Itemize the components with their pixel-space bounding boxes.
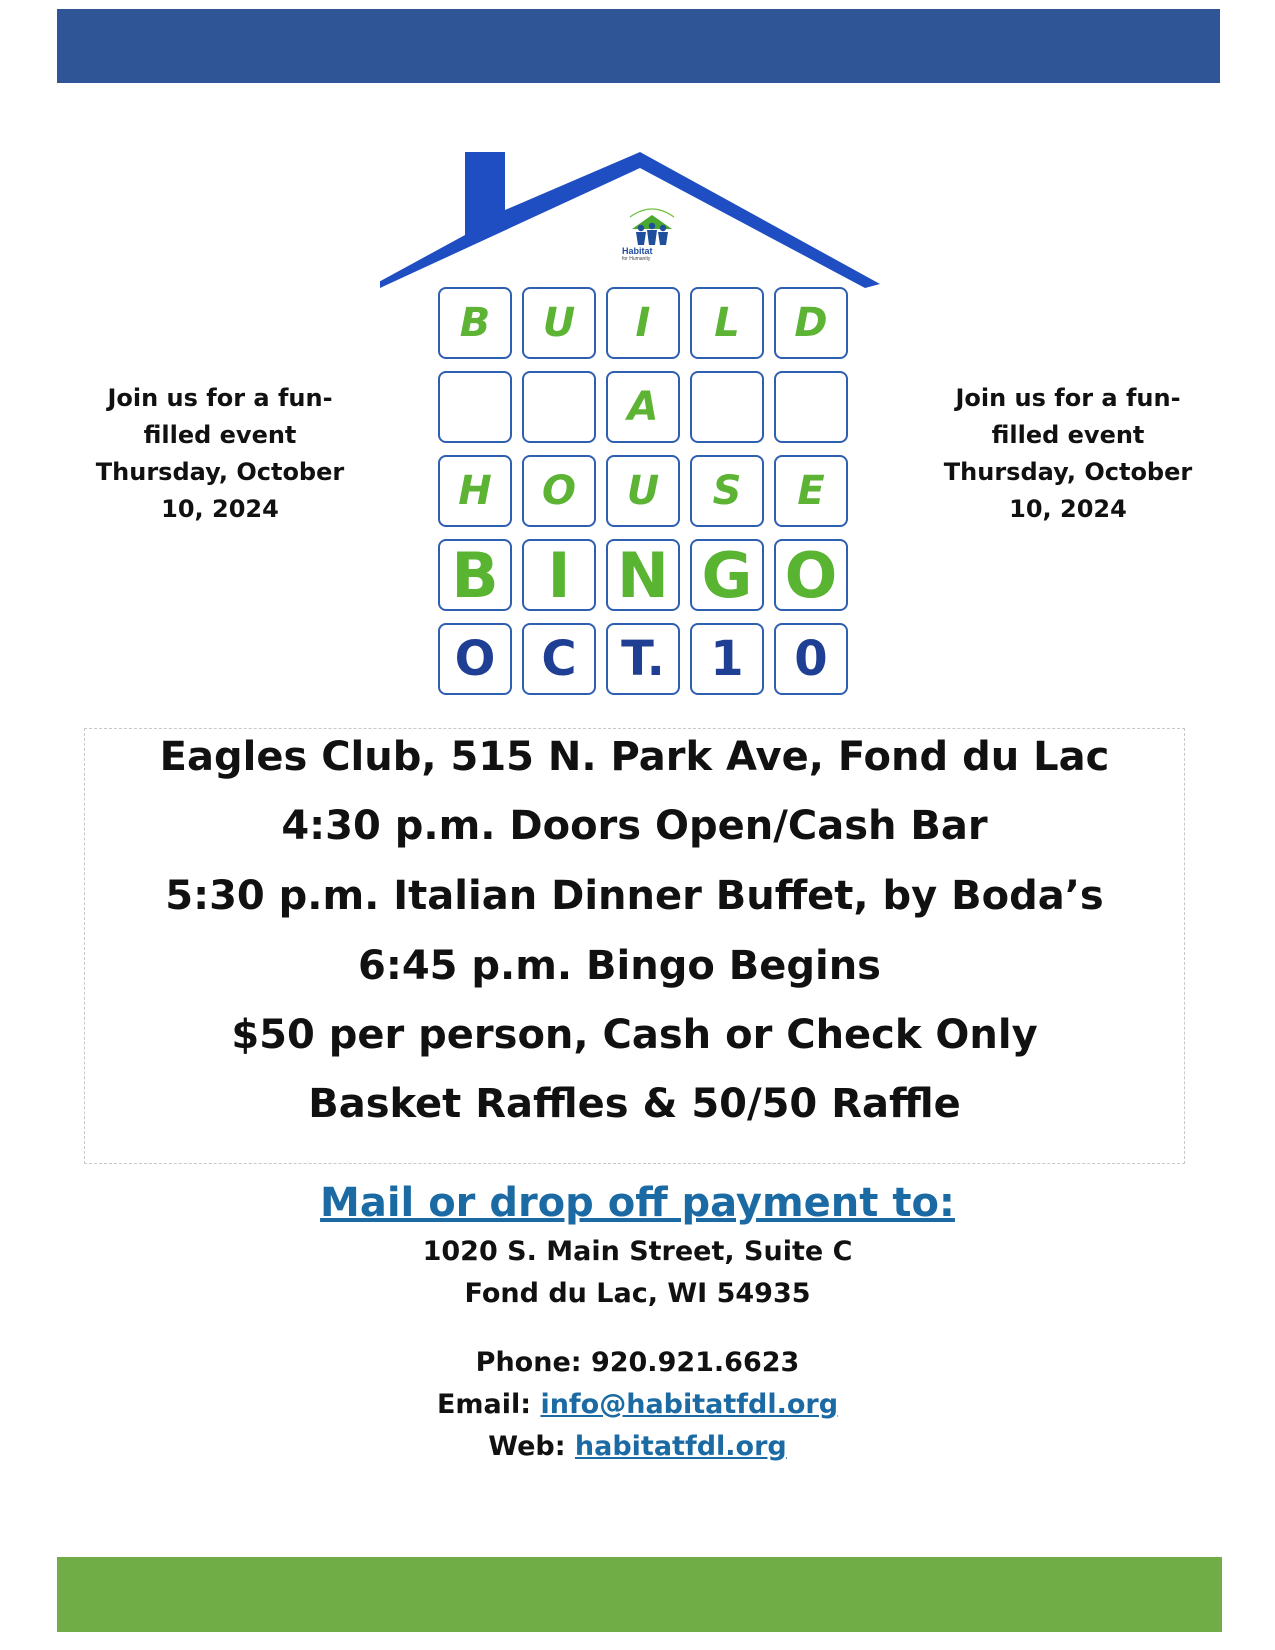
price-line: $50 per person, Cash or Check Only — [231, 1012, 1038, 1058]
event-note-line: 10, 2024 — [1009, 495, 1127, 523]
letter-tile: T. — [606, 623, 680, 695]
letter-tile: D — [774, 287, 848, 359]
letter-tile: O — [522, 455, 596, 527]
bottom-banner-bar — [57, 1557, 1222, 1632]
event-note-right — [928, 380, 1208, 528]
letter-tile: H — [438, 455, 512, 527]
letter-tile: A — [606, 371, 680, 443]
tile-row-build — [438, 287, 868, 359]
tile-row-house — [438, 455, 868, 527]
event-note-line: Thursday, October — [943, 458, 1193, 486]
event-note-line: Join us for a fun- — [107, 384, 333, 412]
letter-tile: O — [774, 539, 848, 611]
letter-tile: 0 — [774, 623, 848, 695]
event-details-box — [84, 728, 1185, 1164]
letter-tile: U — [606, 455, 680, 527]
event-note-line: Join us for a fun- — [955, 384, 1181, 412]
empty-tile — [774, 371, 848, 443]
habitat-logo — [612, 205, 692, 295]
mailing-address-line2: Fond du Lac, WI 54935 — [464, 1278, 811, 1309]
letter-tile: I — [606, 287, 680, 359]
dinner-line: 5:30 p.m. Italian Dinner Buffet, by Boda’s — [165, 873, 1104, 919]
mailing-address-line1: 1020 S. Main Street, Suite C — [422, 1236, 853, 1267]
raffles-line: Basket Raffles & 50/50 Raffle — [308, 1081, 961, 1127]
empty-tile — [690, 371, 764, 443]
doors-open-line: 4:30 p.m. Doors Open/Cash Bar — [281, 803, 988, 849]
bingo-start-line: 6:45 p.m. Bingo Begins — [357, 943, 881, 989]
tile-row-date — [438, 623, 868, 695]
build-a-house-bingo-graphic — [380, 150, 920, 720]
empty-tile — [522, 371, 596, 443]
payment-heading: Mail or drop off payment to: — [320, 1180, 955, 1226]
top-banner-bar — [57, 9, 1220, 83]
web-label: Web: — [488, 1431, 575, 1462]
letter-tile: N — [606, 539, 680, 611]
letter-tile: 1 — [690, 623, 764, 695]
event-note-line: filled event — [143, 421, 297, 449]
letter-tile: E — [774, 455, 848, 527]
letter-tile: B — [438, 539, 512, 611]
event-note-line: 10, 2024 — [161, 495, 279, 523]
letter-tile-grid — [438, 287, 868, 707]
letter-tile: L — [690, 287, 764, 359]
letter-tile: G — [690, 539, 764, 611]
phone-line: Phone: 920.921.6623 — [475, 1347, 800, 1378]
tile-row-bingo — [438, 539, 868, 611]
letter-tile: S — [690, 455, 764, 527]
email-line — [0, 1386, 1275, 1424]
letter-tile: I — [522, 539, 596, 611]
letter-tile: C — [522, 623, 596, 695]
logo-subtitle: for Humanity — [622, 256, 651, 262]
tile-row-a — [438, 371, 868, 443]
email-label: Email: — [436, 1389, 541, 1420]
email-link[interactable]: info@habitatfdl.org — [540, 1389, 839, 1420]
web-line — [0, 1428, 1275, 1466]
event-note-line: Thursday, October — [95, 458, 345, 486]
letter-tile: U — [522, 287, 596, 359]
letter-tile: O — [438, 623, 512, 695]
event-note-left — [80, 380, 360, 528]
web-link[interactable]: habitatfdl.org — [574, 1431, 787, 1462]
event-note-line: filled event — [991, 421, 1145, 449]
venue-line: Eagles Club, 515 N. Park Ave, Fond du Lac — [159, 734, 1110, 780]
habitat-logo-icon — [626, 205, 678, 247]
letter-tile: B — [438, 287, 512, 359]
logo-wordmark: Habitat — [622, 246, 653, 256]
empty-tile — [438, 371, 512, 443]
